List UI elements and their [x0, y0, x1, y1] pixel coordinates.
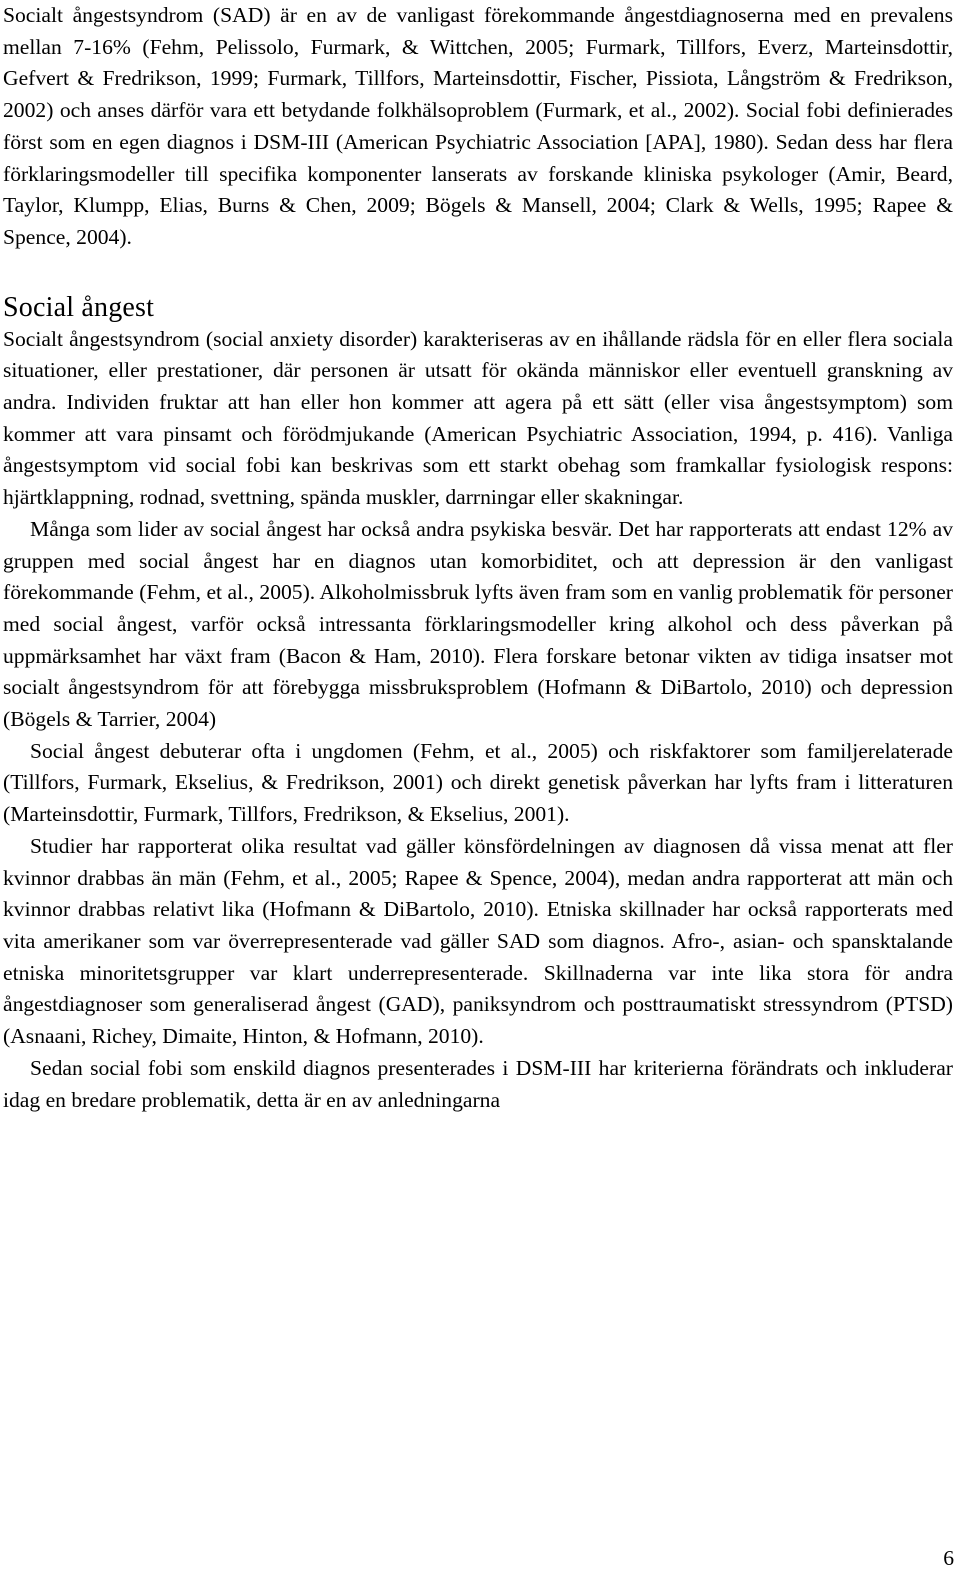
body-paragraph-1: Socialt ångestsyndrom (social anxiety disorder) karakteriseras av en ihållande rädsla för en eller flera sociala situationer, eller prestationer, där personen är utsatt för okända människor eller eventuell granskning av andra. Individen fruktar att han eller hon kommer att agera på ett sätt (eller visa ångestsymptom) som kommer att vara pinsamt och förödmjukande (American Psychiatric Association, 1994, p. 416). Vanliga ångestsymptom vid social fobi kan beskrivas som ett starkt obehag som framkallar fysiologisk respons: hjärtklappning, rodnad, svettning, spända muskler, darrningar eller skakningar.: [3, 326, 953, 510]
section-heading: Social ångest: [3, 291, 155, 323]
body-paragraph-4: Studier har rapporterat olika resultat vad gäller könsfördelningen av diagnosen då vissa menat att fler kvinnor drabbas än män (Fehm, et al., 2005; Rapee & Spence, 2004), medan andra rapporterat att män och kvinnor drabbas relativt lika (Hofmann & DiBartolo, 2010). Etniska skillnader har också rapporterats med vita amerikaner som var överrepresenterade vad gäller SAD som diagnos. Afro-, asian- och spansktalande etniska minoritetsgrupper var klart underrepresenterade. Skillnaderna var inte lika stora för andra ångestdiagnoser som generaliserad ångest (GAD), paniksyndrom och posttraumatiskt stressyndrom (PTSD) (Asnaani, Richey, Dimaite, Hinton, & Hofmann, 2010).: [3, 833, 953, 1049]
document-page: [3, 0, 953, 1116]
body-paragraph-2: Många som lider av social ångest har också andra psykiska besvär. Det har rapporterats att endast 12% av gruppen med social ångest har en diagnos utan komorbiditet, och att depression är den vanligast förekommande (Fehm, et al., 2005). Alkoholmissbruk lyfts även fram som en vanlig problematik för personer med social ångest, varför också intressanta förklaringsmodeller kring alkohol och dess påverkan på uppmärksamhet har växt fram (Bacon & Ham, 2010). Flera forskare betonar vikten av tidiga insatser mot socialt ångestsyndrom för att förebygga missbruksproblem (Hofmann & DiBartolo, 2010) och depression (Bögels & Tarrier, 2004): [3, 516, 953, 732]
intro-paragraph: Socialt ångestsyndrom (SAD) är en av de vanligast förekommande ångestdiagnoserna med en prevalens mellan 7-16% (Fehm, Pelissolo, Furmark, & Wittchen, 2005; Furmark, Tillfors, Everz, Marteinsdottir, Gefvert & Fredrikson, 1999; Furmark, Tillfors, Marteinsdottir, Fischer, Pissiota, Långström & Fredrikson, 2002) och anses därför vara ett betydande folkhälsoproblem (Furmark, et al., 2002). Social fobi definierades först som en egen diagnos i DSM-III (American Psychiatric Association [APA], 1980). Sedan dess har flera förklaringsmodeller till specifika komponenter lanserats av forskande kliniska psykologer (Amir, Beard, Taylor, Klumpp, Elias, Burns & Chen, 2009; Bögels & Mansell, 2004; Clark & Wells, 1995; Rapee & Spence, 2004).: [3, 3, 953, 249]
body-paragraph-5: Sedan social fobi som enskild diagnos presenterades i DSM-III har kriterierna förändrats och inkluderar idag en bredare problematik, detta är en av anledningarna: [3, 1055, 953, 1112]
page-number: 6: [943, 1546, 954, 1570]
body-paragraph-3: Social ångest debuterar ofta i ungdomen (Fehm, et al., 2005) och riskfaktorer som familjerelaterade (Tillfors, Furmark, Ekselius, & Fredrikson, 2001) och direkt genetisk påverkan har lyfts fram i litteraturen (Marteinsdottir, Furmark, Tillfors, Fredrikson, & Ekselius, 2001).: [3, 738, 953, 827]
